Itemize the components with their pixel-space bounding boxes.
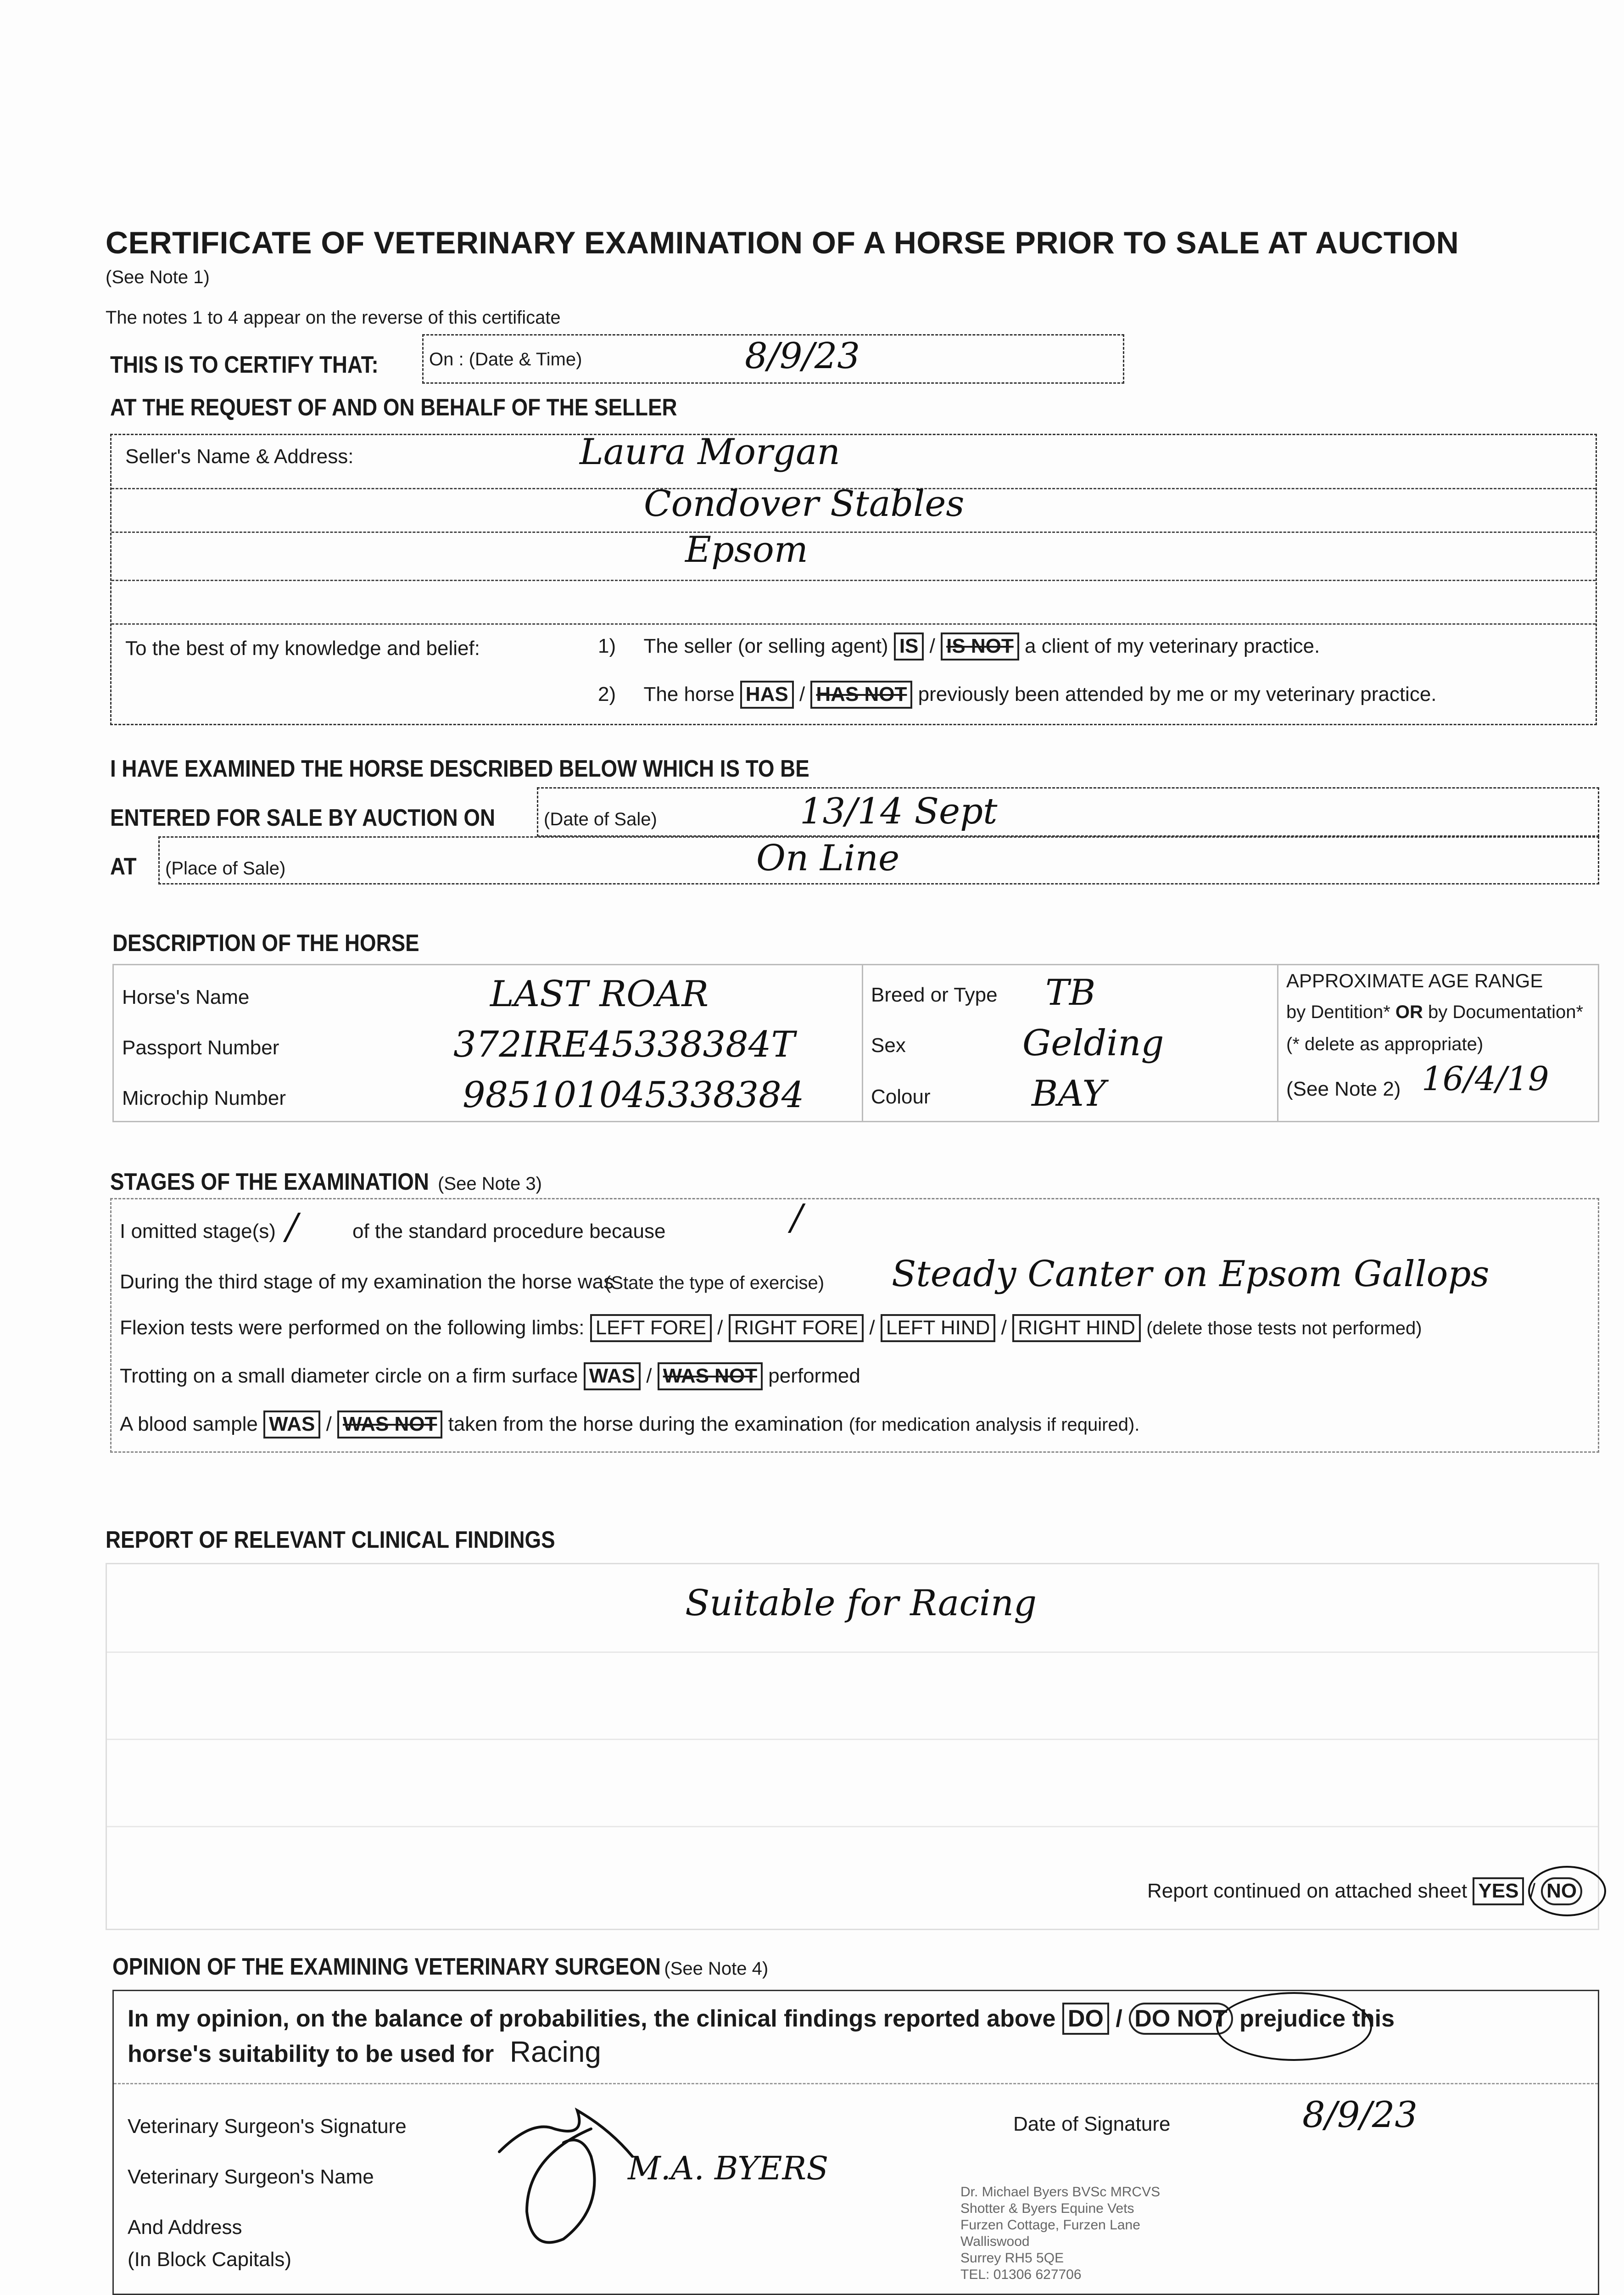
seller-address-1[interactable]: Condover Stables bbox=[644, 483, 965, 525]
horse-name-value[interactable]: LAST ROAR bbox=[490, 974, 709, 1015]
stages-note: (See Note 3) bbox=[438, 1174, 542, 1194]
item2-sep: / bbox=[799, 683, 805, 705]
item1-num: 1) bbox=[598, 635, 616, 657]
request-heading: AT THE REQUEST OF AND ON BEHALF OF THE SELLER bbox=[110, 394, 677, 421]
age-heading: APPROXIMATE AGE RANGE bbox=[1286, 970, 1543, 991]
opinion-purpose[interactable]: Racing bbox=[509, 2035, 601, 2068]
item2-post: previously been attended by me or my veterinary practice. bbox=[918, 683, 1437, 705]
omitted-post: of the standard procedure because bbox=[352, 1220, 666, 1243]
age-value[interactable]: 16/4/19 bbox=[1422, 1059, 1549, 1098]
stamp-line: Dr. Michael Byers BVSc MRCVS bbox=[960, 2184, 1161, 2200]
opinion-line-1 bbox=[128, 2003, 1395, 2035]
report-value: Suitable for Racing bbox=[685, 1583, 1037, 1624]
flex-sep-1: / bbox=[717, 1316, 723, 1339]
breed-value[interactable]: TB bbox=[1045, 972, 1096, 1013]
passport-label: Passport Number bbox=[122, 1036, 279, 1059]
blood-post: taken from the horse during the examination bbox=[448, 1413, 843, 1435]
flexion-row bbox=[120, 1314, 1422, 1342]
opinion-line1-post: prejudice this bbox=[1239, 2005, 1395, 2032]
description-divider-1 bbox=[862, 965, 863, 1121]
third-stage-pre: During the third stage of my examination the horse was bbox=[120, 1271, 614, 1293]
see-note-1: (See Note 1) bbox=[106, 267, 210, 287]
report-box[interactable] bbox=[106, 1563, 1599, 1930]
sale-place-value: On Line bbox=[756, 838, 900, 879]
item2-pre: The horse bbox=[643, 683, 735, 705]
report-line-3 bbox=[107, 1826, 1598, 1827]
signature-mark bbox=[472, 2101, 729, 2276]
knowledge-item-1 bbox=[598, 633, 1320, 661]
third-stage-small: (State the type of exercise) bbox=[605, 1273, 825, 1293]
omitted-value[interactable]: / bbox=[286, 1206, 298, 1248]
signature-label: Veterinary Surgeon's Signature bbox=[128, 2115, 407, 2138]
do-not-circle-mark bbox=[1216, 1992, 1372, 2061]
report-line-1 bbox=[107, 1651, 1598, 1653]
opinion-line1-pre: In my opinion, on the balance of probabilities, the clinical findings reported above bbox=[128, 2005, 1056, 2032]
flex-sep-3: / bbox=[1001, 1316, 1007, 1339]
description-box bbox=[112, 964, 1599, 1122]
trot-was-option[interactable]: WAS bbox=[584, 1362, 641, 1390]
certificate-title: CERTIFICATE OF VETERINARY EXAMINATION OF A HORSE PRIOR TO SALE AT AUCTION bbox=[106, 225, 1459, 260]
vet-name-value[interactable]: M.A. BYERS bbox=[628, 2149, 829, 2187]
age-see-note-2: (See Note 2) bbox=[1286, 1078, 1401, 1100]
sale-date-value: 13/14 Sept bbox=[800, 791, 998, 832]
opinion-line-2 bbox=[128, 2035, 601, 2069]
opinion-heading-row bbox=[112, 1953, 768, 1981]
microchip-label: Microchip Number bbox=[122, 1087, 286, 1109]
trot-pre: Trotting on a small diameter circle on a firm surface bbox=[120, 1365, 578, 1387]
blood-row bbox=[120, 1411, 1139, 1439]
examined-heading-1: I HAVE EXAMINED THE HORSE DESCRIBED BELOW WHICH IS TO BE bbox=[110, 756, 809, 782]
seller-box bbox=[110, 431, 1597, 725]
sale-place-label: (Place of Sale) bbox=[165, 858, 286, 879]
signature-date-label: Date of Signature bbox=[1013, 2113, 1171, 2135]
because-value[interactable]: / bbox=[791, 1197, 803, 1238]
colour-value[interactable]: BAY bbox=[1032, 1073, 1106, 1114]
stages-box bbox=[110, 1198, 1599, 1453]
signature-stroke bbox=[499, 2110, 632, 2243]
trot-was-not-option[interactable]: WAS NOT bbox=[658, 1362, 763, 1390]
age-method bbox=[1286, 1002, 1583, 1023]
horse-has-option[interactable]: HAS bbox=[740, 681, 794, 709]
opinion-sep: / bbox=[1116, 2005, 1122, 2032]
opinion-box bbox=[112, 1990, 1599, 2295]
seller-address-2[interactable]: Epsom bbox=[685, 529, 808, 571]
report-continued-row bbox=[1147, 1877, 1582, 1905]
knowledge-label: To the best of my knowledge and belief: bbox=[125, 637, 480, 660]
breed-label: Breed or Type bbox=[871, 984, 998, 1006]
seller-name[interactable]: Laura Morgan bbox=[580, 431, 840, 473]
blood-was-not-option[interactable]: WAS NOT bbox=[337, 1411, 442, 1439]
omitted-pre: I omitted stage(s) bbox=[120, 1220, 276, 1243]
trot-sep: / bbox=[646, 1365, 652, 1387]
seller-line-4 bbox=[112, 623, 1596, 625]
opinion-divider bbox=[114, 2083, 1598, 2084]
passport-value[interactable]: 372IRE45338384T bbox=[453, 1024, 795, 1065]
sale-date-label: (Date of Sale) bbox=[544, 809, 657, 829]
continued-sep: / bbox=[1529, 1880, 1535, 1902]
seller-label: Seller's Name & Address: bbox=[125, 445, 354, 468]
seller-line-2 bbox=[112, 532, 1596, 533]
third-stage-value[interactable]: Steady Canter on Epsom Gallops bbox=[892, 1254, 1490, 1295]
item1-sep: / bbox=[929, 635, 935, 657]
flex-right-hind[interactable]: RIGHT HIND bbox=[1012, 1314, 1141, 1342]
sale-date-box[interactable] bbox=[537, 787, 1599, 837]
stamp-line: Walliswood bbox=[960, 2234, 1030, 2249]
on-date-label: On : (Date & Time) bbox=[429, 349, 582, 369]
age-documentation[interactable]: by Documentation* bbox=[1428, 1002, 1584, 1022]
blood-small: (for medication analysis if required). bbox=[848, 1415, 1140, 1435]
trot-post: performed bbox=[768, 1365, 860, 1387]
stamp-line: Shotter & Byers Equine Vets bbox=[960, 2201, 1134, 2216]
seller-is-not-option[interactable]: IS NOT bbox=[941, 633, 1019, 661]
age-dentition[interactable]: by Dentition* bbox=[1286, 1002, 1390, 1022]
flex-left-fore[interactable]: LEFT FORE bbox=[590, 1314, 712, 1342]
sex-label: Sex bbox=[871, 1034, 906, 1057]
blood-pre: A blood sample bbox=[120, 1413, 258, 1435]
opinion-note: (See Note 4) bbox=[664, 1959, 769, 1979]
knowledge-item-2 bbox=[598, 681, 1437, 709]
report-continued-label: Report continued on attached sheet bbox=[1147, 1880, 1468, 1902]
stages-heading: STAGES OF THE EXAMINATION bbox=[110, 1169, 429, 1195]
opinion-heading: OPINION OF THE EXAMINING VETERINARY SURGEON bbox=[112, 1954, 661, 1980]
stages-heading-row bbox=[110, 1168, 542, 1196]
opinion-line2: horse's suitability to be used for bbox=[128, 2041, 494, 2067]
report-line-2 bbox=[107, 1739, 1598, 1740]
vet-name-label: Veterinary Surgeon's Name bbox=[128, 2166, 374, 2188]
address-label: And Address bbox=[128, 2216, 242, 2239]
examined-heading-2: ENTERED FOR SALE BY AUCTION ON bbox=[110, 805, 495, 831]
horse-name-label: Horse's Name bbox=[122, 986, 250, 1008]
opinion-do-not-option[interactable]: DO NOT bbox=[1129, 2003, 1233, 2035]
report-heading: REPORT OF RELEVANT CLINICAL FINDINGS bbox=[106, 1527, 555, 1553]
item1-pre: The seller (or selling agent) bbox=[643, 635, 888, 657]
trot-row bbox=[120, 1362, 860, 1390]
certify-label: THIS IS TO CERTIFY THAT: bbox=[110, 352, 379, 378]
item1-post: a client of my veterinary practice. bbox=[1025, 635, 1320, 657]
stamp-line: Furzen Cottage, Furzen Lane bbox=[960, 2217, 1140, 2233]
microchip-value[interactable]: 985101045338384 bbox=[463, 1075, 804, 1116]
colour-label: Colour bbox=[871, 1086, 931, 1108]
blood-was-option[interactable]: WAS bbox=[263, 1411, 320, 1439]
flexion-pre: Flexion tests were performed on the following limbs: bbox=[120, 1316, 585, 1339]
description-heading: DESCRIPTION OF THE HORSE bbox=[112, 930, 419, 957]
sale-place-box[interactable] bbox=[158, 836, 1599, 884]
flex-sep-2: / bbox=[869, 1316, 875, 1339]
opinion-do-option[interactable]: DO bbox=[1062, 2003, 1109, 2035]
age-delete-note: (* delete as appropriate) bbox=[1286, 1034, 1484, 1054]
stamp-line: Surrey RH5 5QE bbox=[960, 2250, 1064, 2266]
blood-sep: / bbox=[326, 1413, 332, 1435]
continued-yes-option[interactable]: YES bbox=[1473, 1877, 1524, 1905]
flex-left-hind[interactable]: LEFT HIND bbox=[881, 1314, 996, 1342]
address-label-2: (In Block Capitals) bbox=[128, 2248, 292, 2271]
age-or: OR bbox=[1395, 1002, 1423, 1022]
flexion-post: (delete those tests not performed) bbox=[1146, 1318, 1422, 1338]
flex-right-fore[interactable]: RIGHT FORE bbox=[729, 1314, 864, 1342]
item2-num: 2) bbox=[598, 683, 616, 705]
no-circle-mark bbox=[1528, 1866, 1606, 1916]
certify-date-box[interactable] bbox=[422, 334, 1124, 384]
seller-line-3 bbox=[112, 580, 1596, 581]
seller-is-option[interactable]: IS bbox=[894, 633, 924, 661]
notes-intro: The notes 1 to 4 appear on the reverse of this certificate bbox=[106, 308, 561, 328]
signature-date-value[interactable]: 8/9/23 bbox=[1302, 2094, 1418, 2136]
sex-value[interactable]: Gelding bbox=[1022, 1023, 1164, 1064]
horse-has-not-option[interactable]: HAS NOT bbox=[810, 681, 912, 709]
continued-no-option[interactable]: NO bbox=[1541, 1877, 1582, 1905]
at-label: AT bbox=[110, 853, 137, 880]
address-stamp bbox=[960, 2184, 1160, 2283]
on-date-value: 8/9/23 bbox=[745, 336, 860, 377]
description-divider-2 bbox=[1277, 965, 1278, 1121]
stamp-line: TEL: 01306 627706 bbox=[960, 2267, 1082, 2282]
